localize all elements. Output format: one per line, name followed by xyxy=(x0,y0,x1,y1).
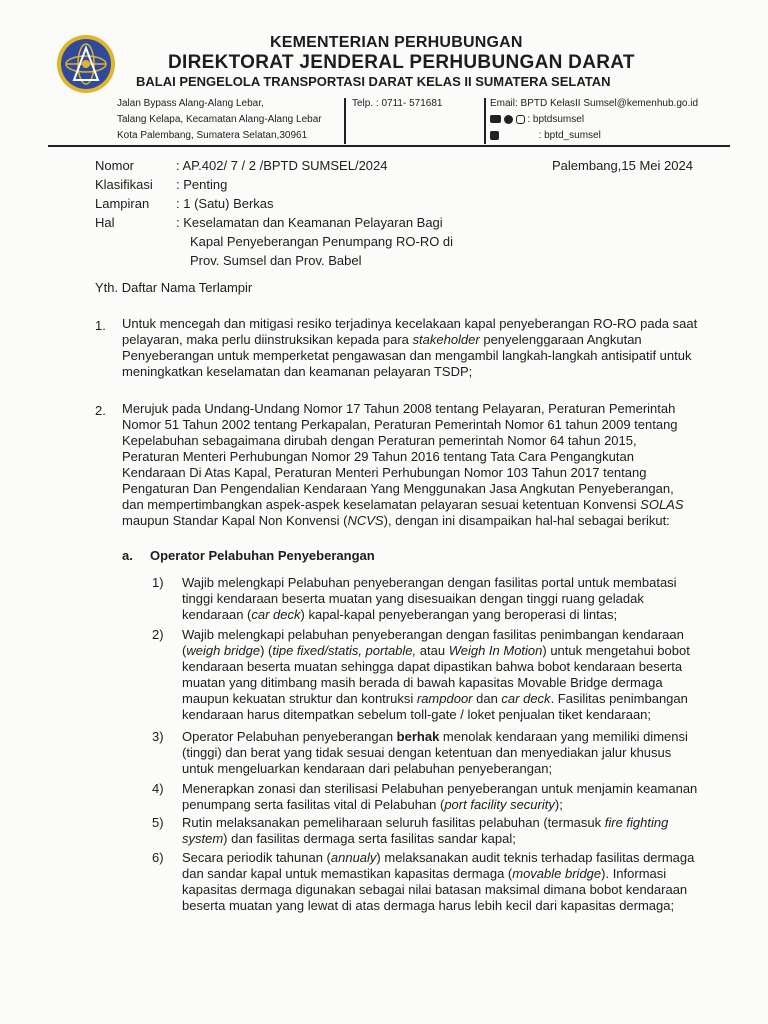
paragraph-1: Untuk mencegah dan mitigasi resiko terjadinya kecelakaan kapal penyeberangan RO-RO pada saat pelayaran, maka perlu diinstruksikan kepada para stakeholder penyelenggaraan Angkutan Penyeberangan untuk memperketat pengawasan dan mengambil langkah-langkah antisipatif untuk meningkatkan keselamatan dan keamanan pelayaran TSDP; xyxy=(122,316,698,379)
item-number: 4) xyxy=(152,781,164,796)
item-number: 6) xyxy=(152,850,164,865)
subject: : Keselamatan dan Keamanan Pelayaran Bagi Kapal Penyeberangan Penumpang RO-RO di Prov. Sumsel dan Prov. Babel xyxy=(176,215,454,268)
attachment: : 1 (Satu) Berkas xyxy=(176,196,274,211)
list-item: Secara periodik tahunan (annualy) melaksanakan audit teknis terhadap fasilitas dermaga dan sandar kapal untuk memastikan kapasitas dermaga (movable bridge). Informasi kapasitas dermaga digunakan sebagai nilai batasan maksimal dimana bobot kendaraan beserta muatan yang lewat di atas dermaga harus lebih kecil dari kapasitas dermaga; xyxy=(182,850,695,913)
classification: : Penting xyxy=(176,177,228,192)
list-item: Rutin melaksanakan pemeliharaan seluruh fasilitas pelabuhan (termasuk fire fighting system) dan fasilitas dermaga serta fasilitas sandar kapal; xyxy=(182,815,669,846)
list-item: Operator Pelabuhan penyeberangan berhak menolak kendaraan yang memiliki dimensi (tinggi) dan berat yang tidak sesuai dengan ketentuan dan menyediakan jalur khusus untuk mengeluarkan kendaraan dari pelabuhan penyeberangan; xyxy=(182,729,688,776)
meta-values xyxy=(176,156,453,270)
ministry-logo-icon xyxy=(56,34,116,94)
email: Email: BPTD KelasII Sumsel@kemenhub.go.id xyxy=(490,98,699,109)
social-media-row: : bptdsumsel xyxy=(490,112,584,128)
paragraph-number: 2. xyxy=(95,403,106,418)
letterhead-rule xyxy=(48,145,730,147)
divider-line xyxy=(344,98,346,144)
paragraph-2: Merujuk pada Undang-Undang Nomor 17 Tahun 2008 tentang Pelayaran, Peraturan Pemerintah Nomor 51 Tahun 2002 tentang Perkapalan, Peraturan Pemerintah Nomor 61 tahun 2009 tentang Kepelabuhan sebagaimana dirubah dengan Peraturan pemerintah Nomor 64 tahun 2015, Peraturan Menteri Perhubungan Nomor 29 Tahun 2016 tentang Tata Cara Pengangkutan Kendaraan Di Atas Kapal, Peraturan Menteri Perhubungan Nomor 103 Tahun 2017 tentang Pengaturan Dan Pengendalian Kendaraan Yang Menggunakan Jasa Angkutan Penyeberangan, dan mempertimbangkan aspek-aspek keselamatan pelayaran sesuai ketentuan Konvensi SOLAS maupun Standar Kapal Non Konvensi (NCVS), dengan ini disampaikan hal-hal sebagai berikut: xyxy=(122,401,684,528)
office-name: BALAI PENGELOLA TRANSPORTASI DARAT KELAS II SUMATERA SELATAN xyxy=(136,74,611,89)
item-number: 2) xyxy=(152,627,164,642)
divider-line xyxy=(484,98,486,144)
paragraph-number: 1. xyxy=(95,318,106,333)
item-number: 5) xyxy=(152,815,164,830)
item-number: 3) xyxy=(152,729,164,744)
item-number: 1) xyxy=(152,575,164,590)
list-item: Wajib melengkapi pelabuhan penyeberangan dengan fasilitas penimbangan kendaraan (weigh bridge) (tipe fixed/statis, portable, atau Weigh In Motion) untuk mengetahui bobot kendaraan beserta muatan sehingga dapat dipastikan bahwa bobot kendaraan beserta muatan yang ditimbang masih berada di bawah kapasitas Movable Bridge dermaga maupun kekuatan struktur dan kontruksi rampdoor dan car deck. Fasilitas penimbangan kendaraan harus ditempatkan sebelum toll-gate / loket penjualan tiket kendaraan; xyxy=(182,627,690,722)
ministry-name: KEMENTERIAN PERHUBUNGAN xyxy=(270,34,523,51)
tiktok-row: : bptd_sumsel xyxy=(490,128,601,144)
office-address: Jalan Bypass Alang-Alang Lebar, Talang Kelapa, Kecamatan Alang-Alang Lebar Kota Palembang, Sumatera Selatan,30961 xyxy=(117,98,322,141)
directorate-name: DIREKTORAT JENDERAL PERHUBUNGAN DARAT xyxy=(168,52,635,73)
place-date: Palembang,15 Mei 2024 xyxy=(552,158,693,173)
telephone: Telp. : 0711- 571681 xyxy=(352,98,443,109)
youtube-icon xyxy=(490,115,501,123)
list-item: Wajib melengkapi Pelabuhan penyeberangan dengan fasilitas portal untuk membatasi tinggi kendaraan beserta muatan yang disesuaikan dengan tinggi ruang geladak kendaraan (car deck) kapal-kapal penyeberangan yang beroperasi di lintas; xyxy=(182,575,677,622)
recipient: Yth. Daftar Nama Terlampir xyxy=(95,280,253,295)
list-item: Menerapkan zonasi dan sterilisasi Pelabuhan penyeberangan untuk menjamin keamanan penumpang serta fasilitas vital di Pelabuhan (port facility security); xyxy=(182,781,698,812)
letter-number: : AP.402/ 7 / 2 /BPTD SUMSEL/2024 xyxy=(176,158,388,173)
facebook-icon xyxy=(504,115,513,124)
instagram-icon xyxy=(516,115,525,124)
section-title: Operator Pelabuhan Penyeberangan xyxy=(150,548,375,563)
meta-labels: Nomor Klasifikasi Lampiran Hal xyxy=(95,158,153,230)
section-letter: a. xyxy=(122,548,133,563)
tiktok-icon xyxy=(490,131,499,140)
